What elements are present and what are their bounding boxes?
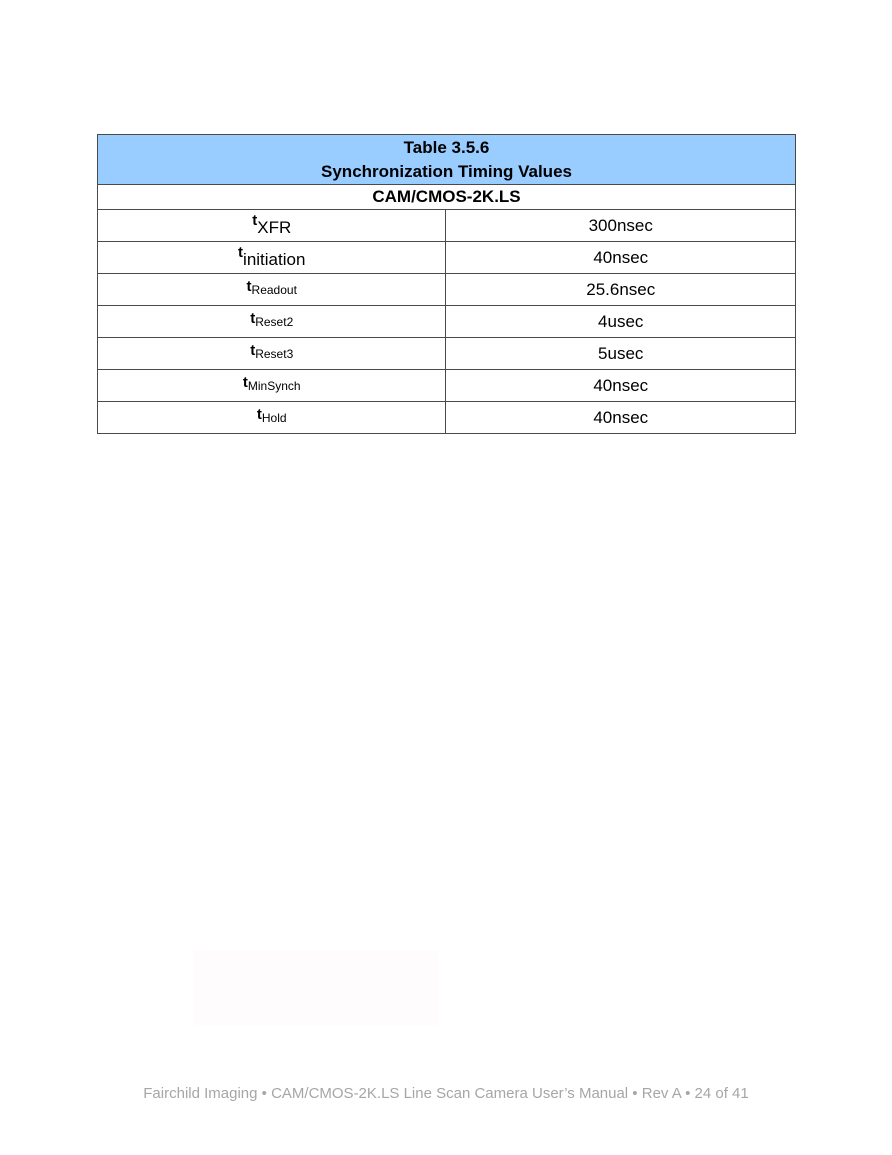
table-number: Table 3.5.6	[403, 137, 490, 157]
parameter-subscript: initiation	[243, 249, 306, 269]
parameter-cell	[98, 338, 446, 370]
parameter-cell	[98, 274, 446, 306]
timing-table	[97, 134, 796, 434]
blank-region	[193, 950, 438, 1025]
parameter-symbol: t	[250, 309, 256, 327]
parameter-subscript: Hold	[261, 410, 287, 425]
value-cell: 40nsec	[446, 242, 796, 274]
parameter-subscript: Reset2	[255, 314, 294, 329]
table-row	[98, 370, 796, 402]
table-row	[98, 402, 796, 434]
parameter-subscript: Reset3	[255, 346, 294, 361]
table-row	[98, 338, 796, 370]
parameter-cell	[98, 242, 446, 274]
value-cell: 25.6nsec	[446, 274, 796, 306]
page-footer: Fairchild Imaging • CAM/CMOS-2K.LS Line Scan Camera User’s Manual • Rev A • 24 of 41	[143, 1085, 749, 1102]
parameter-cell	[98, 402, 446, 434]
parameter-symbol: t	[246, 277, 252, 295]
value-cell: 4usec	[446, 306, 796, 338]
parameter-symbol: t	[238, 243, 244, 261]
parameter-subscript: Readout	[251, 282, 297, 297]
parameter-cell	[98, 210, 446, 242]
value-cell: 40nsec	[446, 370, 796, 402]
table-title: Synchronization Timing Values	[321, 161, 572, 181]
parameter-cell	[98, 306, 446, 338]
parameter-subscript: MinSynch	[247, 378, 301, 393]
parameter-symbol: t	[252, 211, 258, 229]
table-row	[98, 242, 796, 274]
table-caption	[98, 135, 796, 185]
parameter-subscript: XFR	[257, 217, 292, 237]
value-cell: 300nsec	[446, 210, 796, 242]
table-model-row	[98, 185, 796, 210]
parameter-symbol: t	[242, 373, 248, 391]
value-cell: 5usec	[446, 338, 796, 370]
table-row	[98, 306, 796, 338]
table-row	[98, 274, 796, 306]
table-caption-row	[98, 135, 796, 185]
value-cell: 40nsec	[446, 402, 796, 434]
parameter-symbol: t	[256, 405, 262, 423]
parameter-symbol: t	[250, 341, 256, 359]
table-row	[98, 210, 796, 242]
parameter-cell	[98, 370, 446, 402]
model-name: CAM/CMOS-2K.LS	[98, 185, 796, 210]
